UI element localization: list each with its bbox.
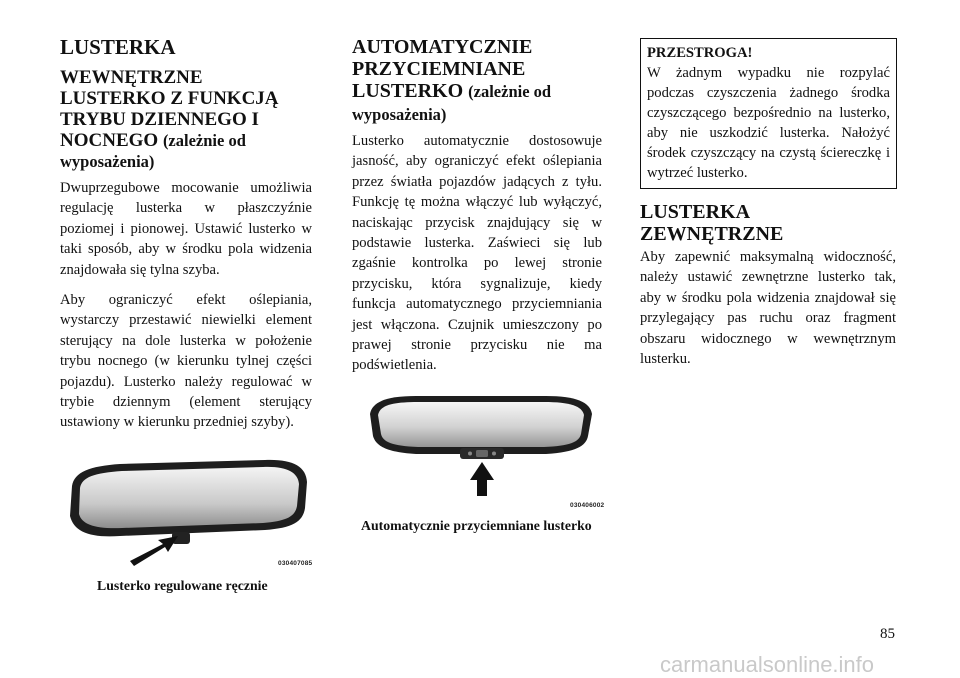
heading-sub: (zależnie od wyposażenia) — [352, 82, 552, 124]
column-right — [640, 38, 896, 369]
figure-caption: Lusterko regulowane ręcznie — [97, 578, 268, 593]
heading-text: WEWNĘTRZNE LUSTERKO Z FUNKCJĄ TRYBU DZIENNEGO I NOCNEGO — [60, 67, 279, 151]
figure-code: 030406002 — [570, 502, 605, 509]
figure-manual-mirror — [60, 448, 320, 573]
caution-text: W żadnym wypadku nie rozpylać podczas czyszczenia żadnego środka czyszczącego bezpośrednio na lusterko, aby nie uszkodzić lusterka. Nałożyć środek czyszczący na czystą ściereczkę i wytrzeć lusterko. — [647, 65, 890, 181]
paragraph: Aby zapewnić maksymalną widoczność, należy ustawić zewnętrzne lusterko tak, aby w środku pola widzenia znajdował się przylegający pas ruchu oraz fragment obszaru widocznego w wewnętrznym lusterku. — [640, 249, 896, 368]
heading-sub: (zależnie od wyposażenia) — [60, 131, 246, 171]
column-middle — [352, 36, 602, 376]
chapter-title: LUSTERKA — [60, 35, 176, 59]
mirror-auto-dim-illustration — [356, 388, 606, 513]
figure-caption: Automatycznie przyciemniane lusterko — [361, 518, 592, 533]
figure-auto-dim-mirror — [356, 388, 606, 513]
page-number: 85 — [880, 626, 895, 642]
figure-code: 030407085 — [278, 560, 313, 567]
paragraph: Aby ograniczyć efekt oślepiania, wystarczy przestawić niewielki element sterujący na dole lusterka w położenie trybu nocnego (w kierunku tylnej części pojazdu). Lusterko należy regulować w trybie dziennym (element sterujący ustawiony w kierunku przedniej szyby). — [60, 292, 312, 431]
caution-title: PRZESTROGA! — [647, 45, 753, 61]
heading-text: AUTOMATYCZNIE PRZYCIEMNIANE LUSTERKO — [352, 36, 533, 102]
section-heading-auto-dim — [352, 36, 602, 126]
paragraph: Dwuprzegubowe mocowanie umożliwia regulację lusterka w płaszczyźnie poziomej i pionowej. Ustawić lusterko w taki sposób, aby w środku pola widzenia znajdowała się tylna szyba. — [60, 180, 312, 278]
caution-box — [640, 38, 897, 189]
section-heading-exterior-mirrors: LUSTERKA ZEWNĘTRZNE — [640, 201, 784, 245]
paragraph: Lusterko automatycznie dostosowuje jasność, aby ograniczyć efekt oślepiania przez światła pojazdów jadących z tyłu. Funkcję tę można włączyć lub wyłączyć, naciskając przycisk znajdujący się w podstawie lusterka. Zaświeci się lub zgaśnie kontrolka po lewej stronie przycisku, która sygnalizuje, kiedy funkcja automatycznego przyciemniania jest włączona. Czujnik umieszczony po prawej stronie przycisku nie ma podświetlenia. — [352, 133, 602, 374]
watermark: carmanualsonline.info — [660, 652, 875, 677]
section-heading-interior-mirror — [60, 67, 312, 172]
mirror-manual-illustration — [60, 448, 320, 573]
arrow-icon — [130, 536, 178, 566]
arrow-icon — [470, 462, 494, 496]
column-left — [60, 36, 312, 433]
